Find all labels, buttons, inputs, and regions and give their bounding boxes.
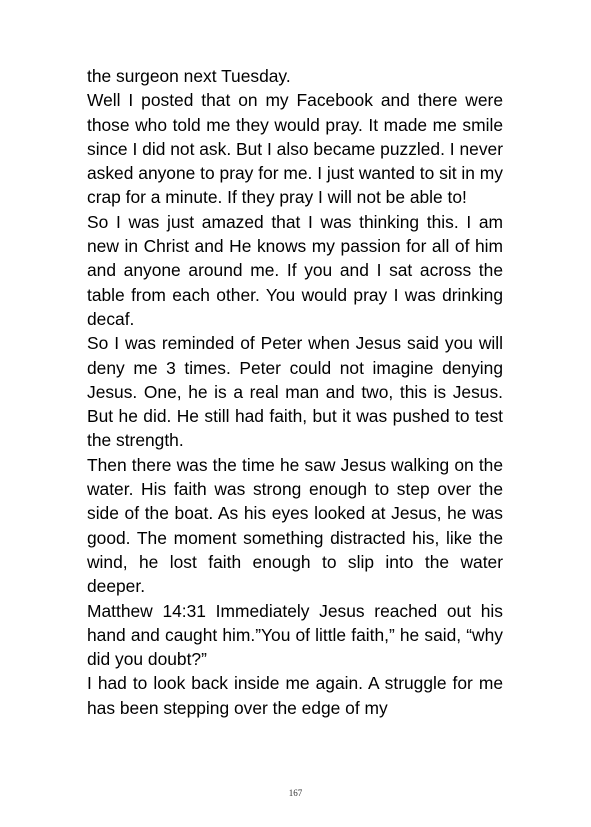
paragraph: I had to look back inside me again. A struggle for me has been stepping over the edge of my (87, 673, 503, 718)
paragraph: So I was reminded of Peter when Jesus said you will deny me 3 times. Peter could not imagine denying Jesus. One, he is a real man and two, this is Jesus. But he did. He still had faith, but it was pushed to test the strength. (87, 333, 503, 451)
page-number: 167 (288, 788, 303, 798)
body-text (87, 64, 503, 720)
paragraph: the surgeon next Tuesday. (87, 66, 291, 86)
paragraph: Then there was the time he saw Jesus walking on the water. His faith was strong enough to step over the side of the boat. As his eyes looked at Jesus, he was good. The moment something distracted his, like the wind, he lost faith enough to slip into the water deeper. (87, 454, 503, 597)
scripture-paragraph: Matthew 14:31 Immediately Jesus reached out his hand and caught him.”You of little faith,” he said, “why did you doubt?” (87, 600, 503, 670)
paragraph: So I was just amazed that I was thinking this. I am new in Christ and He knows my passion for all of him and anyone around me. If you and I sat across the table from each other. You would pray I was drinking decaf. (87, 211, 503, 329)
paragraph: Well I posted that on my Facebook and there were those who told me they would pray. It made me smile since I did not ask. But I also became puzzled. I never asked anyone to pray for me. I just wanted to sit in my crap for a minute. If they pray I will not be able to! (87, 90, 503, 208)
